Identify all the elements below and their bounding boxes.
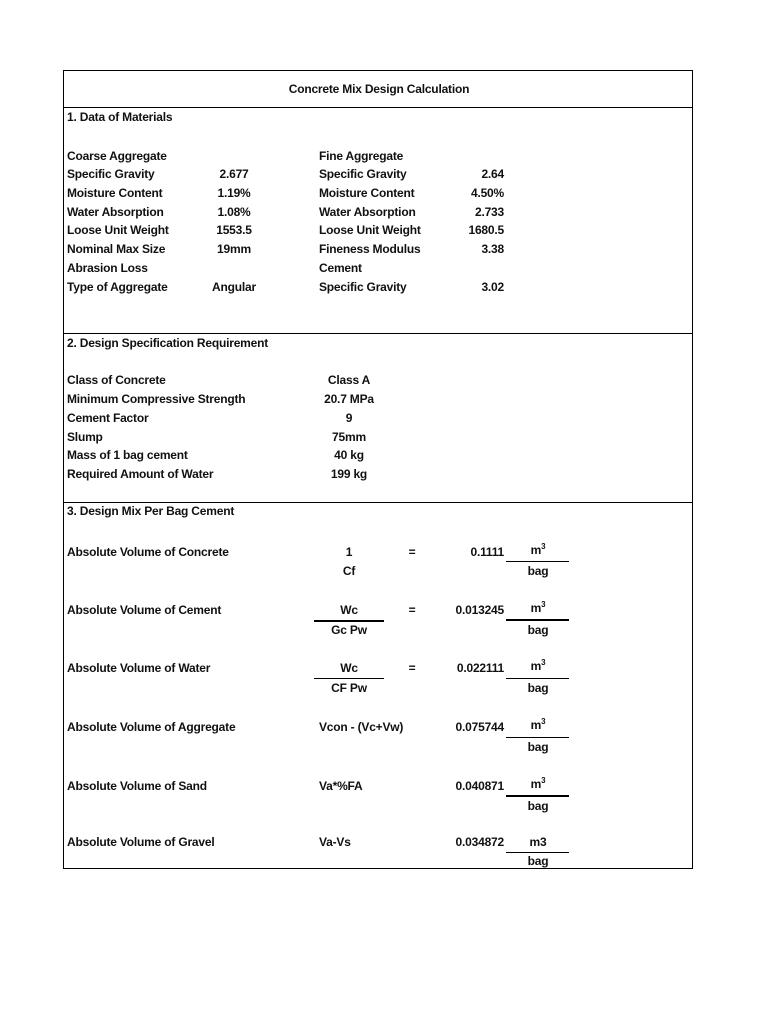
mix-numerator: Wc bbox=[340, 661, 358, 675]
mix-formula: Vcon - (Vc+Vw) bbox=[319, 720, 404, 734]
fine-label: Specific Gravity bbox=[319, 167, 407, 181]
unit-fraction-line bbox=[506, 678, 569, 679]
fine-value: 2.64 bbox=[481, 167, 504, 181]
coarse-label: Abrasion Loss bbox=[67, 261, 148, 275]
spec-value: Class A bbox=[327, 373, 371, 387]
coarse-label: Nominal Max Size bbox=[67, 242, 166, 256]
coarse-label: Water Absorption bbox=[67, 205, 164, 219]
spec-value: 20.7 MPa bbox=[324, 392, 374, 406]
cement-value: 3.02 bbox=[481, 280, 504, 294]
fine-label: Moisture Content bbox=[319, 186, 415, 200]
section1-divider bbox=[64, 333, 692, 334]
mix-denominator: CF Pw bbox=[331, 681, 367, 695]
spec-label: Mass of 1 bag cement bbox=[67, 448, 188, 462]
page-title: Concrete Mix Design Calculation bbox=[288, 82, 470, 96]
spec-value: 75mm bbox=[332, 430, 366, 444]
coarse-label: Type of Aggregate bbox=[67, 280, 168, 294]
title-divider bbox=[64, 107, 692, 108]
fine-value: 4.50% bbox=[470, 186, 504, 200]
coarse-value: 19mm bbox=[217, 242, 251, 256]
unit-denominator: bag bbox=[527, 564, 549, 578]
fine-label: Fineness Modulus bbox=[319, 242, 421, 256]
coarse-value: 2.677 bbox=[219, 167, 249, 181]
coarse-value: 1553.5 bbox=[216, 223, 252, 237]
unit-denominator: bag bbox=[527, 681, 549, 695]
fine-value: 1680.5 bbox=[468, 223, 504, 237]
mix-value: 0.075744 bbox=[455, 720, 504, 734]
mix-label: Absolute Volume of Gravel bbox=[67, 835, 215, 849]
fine-value: 3.38 bbox=[481, 242, 504, 256]
mix-label: Absolute Volume of Water bbox=[67, 661, 211, 675]
unit-numerator: $m^3$ bbox=[530, 658, 546, 673]
coarse-value: 1.08% bbox=[217, 205, 251, 219]
mix-label: Absolute Volume of Cement bbox=[67, 603, 222, 617]
unit-numerator: $m^3$ bbox=[530, 600, 546, 615]
mix-label: Absolute Volume of Sand bbox=[67, 779, 207, 793]
mix-denominator: Cf bbox=[342, 564, 356, 578]
unit-numerator: $m^3$ bbox=[530, 542, 546, 557]
unit-fraction-line bbox=[506, 561, 569, 562]
coarse-label: Loose Unit Weight bbox=[67, 223, 169, 237]
mix-label: Absolute Volume of Concrete bbox=[67, 545, 229, 559]
spec-value: 199 kg bbox=[330, 467, 368, 481]
mix-numerator: Wc bbox=[340, 603, 358, 617]
section2-heading: 2. Design Specification Requirement bbox=[67, 336, 269, 350]
equals-sign: = bbox=[408, 545, 416, 559]
cement-heading: Cement bbox=[319, 261, 362, 275]
formula-fraction-line bbox=[314, 678, 384, 679]
unit-numerator: $m^3$ bbox=[530, 717, 546, 732]
equals-sign: = bbox=[408, 603, 416, 617]
unit-denominator: bag bbox=[527, 854, 549, 868]
fine-aggregate-heading: Fine Aggregate bbox=[319, 149, 404, 163]
unit-denominator: bag bbox=[527, 740, 549, 754]
mix-value: 0.022111 bbox=[456, 661, 504, 675]
section2-divider bbox=[64, 502, 692, 503]
spec-label: Minimum Compressive Strength bbox=[67, 392, 246, 406]
mix-denominator: Gc Pw bbox=[331, 623, 367, 637]
unit-fraction-line bbox=[506, 852, 569, 853]
unit-fraction-line bbox=[506, 737, 569, 738]
spec-label: Required Amount of Water bbox=[67, 467, 214, 481]
coarse-label: Specific Gravity bbox=[67, 167, 155, 181]
mix-numerator: 1 bbox=[345, 545, 353, 559]
unit-numerator: m3 bbox=[529, 835, 547, 849]
fine-label: Water Absorption bbox=[319, 205, 416, 219]
mix-value: 0.034872 bbox=[455, 835, 504, 849]
fine-label: Loose Unit Weight bbox=[319, 223, 421, 237]
mix-formula: Va*%FA bbox=[319, 779, 363, 793]
formula-fraction-line bbox=[314, 620, 384, 622]
mix-value: 0.1111 bbox=[470, 545, 504, 559]
spec-label: Cement Factor bbox=[67, 411, 149, 425]
mix-label: Absolute Volume of Aggregate bbox=[67, 720, 236, 734]
mix-formula: Va-Vs bbox=[319, 835, 351, 849]
coarse-label: Moisture Content bbox=[67, 186, 163, 200]
spec-value: 40 kg bbox=[334, 448, 364, 462]
fine-value: 2.733 bbox=[474, 205, 504, 219]
unit-fraction-line bbox=[506, 795, 569, 797]
equals-sign: = bbox=[408, 661, 416, 675]
coarse-value: 1.19% bbox=[217, 186, 251, 200]
spec-label: Slump bbox=[67, 430, 103, 444]
unit-numerator: $m^3$ bbox=[530, 776, 546, 791]
cement-label: Specific Gravity bbox=[319, 280, 407, 294]
spec-label: Class of Concrete bbox=[67, 373, 166, 387]
spec-value: 9 bbox=[345, 411, 353, 425]
coarse-aggregate-heading: Coarse Aggregate bbox=[67, 149, 167, 163]
mix-value: 0.013245 bbox=[455, 603, 504, 617]
unit-fraction-line bbox=[506, 619, 569, 621]
mix-design-sheet bbox=[63, 70, 693, 869]
section3-heading: 3. Design Mix Per Bag Cement bbox=[67, 504, 235, 518]
coarse-value: Angular bbox=[212, 280, 256, 294]
mix-value: 0.040871 bbox=[455, 779, 504, 793]
unit-denominator: bag bbox=[527, 623, 549, 637]
unit-denominator: bag bbox=[527, 799, 549, 813]
section1-heading: 1. Data of Materials bbox=[67, 110, 173, 124]
